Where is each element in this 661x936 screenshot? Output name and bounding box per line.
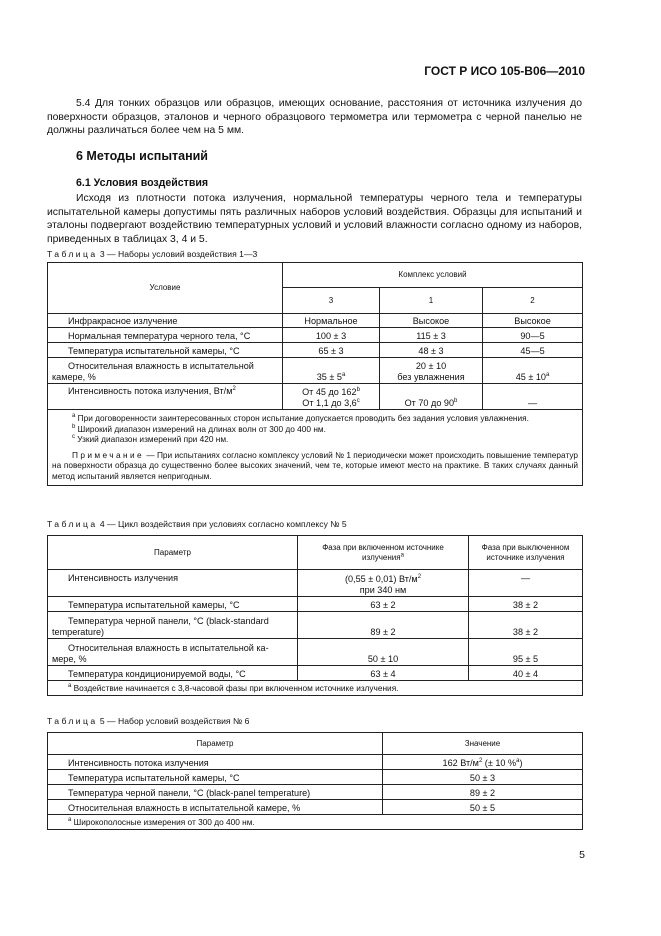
table-row: Интенсивность излучения (0,55 ± 0,01) $Вт/м^2$ при 340 нм —: [48, 570, 583, 597]
header-parameter: Параметр: [48, 733, 383, 755]
table-3: [47, 262, 583, 486]
table-row: Относительная влажность в испытательной ка- мере, % 50 ± 10 95 ± 5: [48, 639, 583, 666]
table-row: Инфракрасное излучение Нормальное Высокое Высокое: [48, 314, 583, 328]
header-col-3: 3: [283, 288, 380, 314]
page-number: 5: [579, 849, 585, 861]
table-3-caption: Таблица 3 — Наборы условий воздействия 1—3: [47, 249, 258, 259]
header-condition: Условие: [48, 263, 283, 314]
section-6-1-title: 6.1 Условия воздействия: [76, 177, 209, 189]
paragraph-5-4: 5.4 Для тонких образцов или образцов, имеющих основание, расстояния от источника излучения до поверхности образцов, эталонов и черного образцового термометра или термометра с черной панелью не должны различаться более чем на 5 мм.: [47, 98, 582, 137]
table-row: Температура кондиционируемой воды, °С 63 ± 4 40 ± 4: [48, 666, 583, 681]
header-phase-on: Фаза при включенном источнике излучения$^a$: [298, 536, 469, 570]
table-row: Относительная влажность в испытательной камере, % 50 ± 5: [48, 800, 583, 815]
header-value: Значение: [383, 733, 583, 755]
table-3-note: Примечание — При испытаниях согласно комплексу условий № 1 периодически может происходить повышение температур на поверхности образца до существенно более высоких значений, чем те, которые имеют место на практике. В таких случаях данный метод испытаний является непригодным.: [52, 449, 579, 481]
table-row: Температура испытательной камеры, °С 50 ± 3: [48, 770, 583, 785]
header-col-1: 1: [380, 288, 483, 314]
table-row: Нормальная температура черного тела, °С 100 ± 3 115 ± 3 90—5: [48, 328, 583, 343]
table-row: Температура черной панели, °С (black-panel temperature) 89 ± 2: [48, 785, 583, 800]
table-5-caption: Таблица 5 — Набор условий воздействия № 6: [47, 716, 250, 726]
table-row: Температура черной панели, °С (black-standard temperature) 89 ± 2 38 ± 2: [48, 612, 583, 639]
header-phase-off: Фаза при выключенном источнике излучения: [469, 536, 583, 570]
header-parameter: Параметр: [48, 536, 298, 570]
header-complex: Комплекс условий: [283, 263, 583, 288]
table-row: Температура испытательной камеры, °С 63 ± 2 38 ± 2: [48, 597, 583, 612]
table-3-footnotes: $^a$ При договоренности заинтересованных сторон испытание допускается проводить без задания условия увлажнения. $^b$ Широкий диапазон измерений на длинах волн от 300 до 400 нм. $^c$ Узкий диапазон измерений при 420 нм. Примечание — При испытаниях согласно комплексу условий № 1 периодически может происходить повышение температур на поверхности образца до существенно более высоких значений, чем те, которые имеют место на практике. В таких случаях данный метод испытаний является непригодным.: [48, 410, 583, 486]
table-4: [47, 535, 583, 696]
table-row: Интенсивность потока излучения, $Вт/м^2$ От 45 до 162$^b$ От 1,1 до 3,6$^c$ От 70 до 90$^b$ —: [48, 384, 583, 410]
table-4-footnote: $^a$ Воздействие начинается с 3,8-часовой фазы при включенном источнике излучения.: [48, 681, 583, 696]
table-row: Температура испытательной камеры, °С 65 ± 3 48 ± 3 45—5: [48, 343, 583, 358]
table-5-footnote: $^a$ Широкополосные измерения от 300 до 400 нм.: [48, 815, 583, 830]
table-4-caption: Таблица 4 — Цикл воздействия при условиях согласно комплексу № 5: [47, 519, 347, 529]
paragraph-6-1: Исходя из плотности потока излучения, нормальной температуры черного тела и температуры испытательной камеры допустимы пять различных наборов условий воздействия. Образцы для испытаний и эталоны подвергают воздействию температурных условий и условий влажности согласно одному из наборов, приведенных в таблицах 3, 4 и 5.: [47, 193, 582, 245]
document-id: ГОСТ Р ИСО 105-B06—2010: [424, 64, 585, 78]
section-6-title: 6 Методы испытаний: [76, 149, 208, 163]
table-row: Интенсивность потока излучения 162 $Вт/м^2$ (± 10 %$^a$): [48, 755, 583, 770]
table-5: [47, 732, 583, 830]
table-row: Относительная влажность в испытательной камере, % $35 \pm 5^a$ 20 ± 10 без увлажнения $45 \pm 10^a$: [48, 358, 583, 384]
header-col-2: 2: [483, 288, 583, 314]
